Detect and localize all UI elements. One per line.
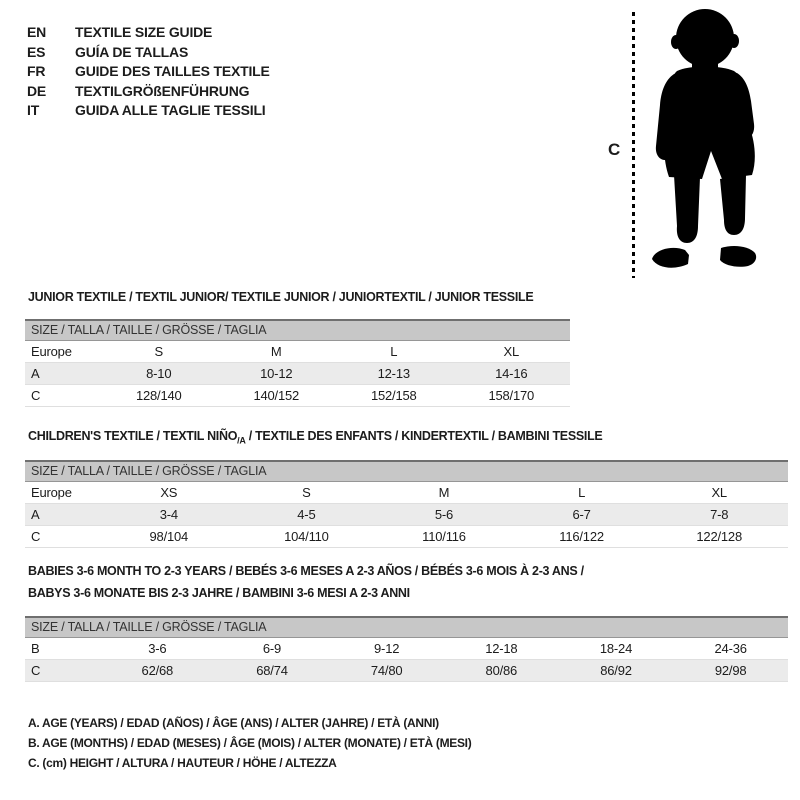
size-cell: 128/140 (135, 388, 182, 403)
size-cell: 98/104 (149, 529, 189, 544)
guide-title-fr: GUIDE DES TAILLES TEXTILE (75, 63, 270, 79)
guide-title-es: GUÍA DE TALLAS (75, 43, 189, 60)
lang-code: IT (27, 102, 40, 118)
row-label: A (31, 366, 40, 381)
language-title-list (27, 23, 270, 121)
children-section-title (28, 429, 602, 448)
size-cell: L (390, 344, 398, 359)
size-cell: M (438, 485, 450, 500)
row-label: Europe (31, 485, 72, 500)
size-cell: 80/86 (485, 663, 518, 678)
lang-code: FR (27, 63, 46, 79)
table-row (25, 526, 788, 548)
height-measure-dashed-line (632, 12, 635, 278)
babies-size-table (25, 616, 788, 682)
size-cell: 74/80 (370, 663, 403, 678)
size-cell: 152/158 (370, 388, 417, 403)
size-cell: 104/110 (284, 529, 329, 544)
children-title-post: / TEXTILE DES ENFANTS / KINDERTEXTIL / BAMBINI TESSILE (245, 429, 603, 443)
size-cell: M (270, 344, 282, 359)
row-label: C (31, 529, 41, 544)
size-cell: 110/116 (422, 529, 466, 544)
size-cell: L (578, 485, 586, 500)
guide-title-it: GUIDA ALLE TAGLIE TESSILI (75, 102, 266, 118)
row-label: B (31, 641, 40, 656)
size-cell: 86/92 (600, 663, 632, 678)
size-cell: 3-6 (148, 641, 167, 656)
row-label: C (31, 388, 41, 403)
size-cell: 5-6 (434, 507, 454, 522)
lang-row-es (27, 43, 270, 63)
table-row (25, 363, 570, 385)
row-label: A (31, 507, 40, 522)
table-row (25, 638, 788, 660)
size-cell: 4-5 (297, 507, 316, 522)
lang-code: EN (27, 24, 47, 40)
lang-code: ES (27, 43, 46, 60)
legend-footnotes (28, 713, 471, 773)
size-cell: 122/128 (696, 529, 742, 544)
table-row (25, 660, 788, 682)
size-cell: 14-16 (495, 366, 528, 381)
lang-row-fr (27, 62, 270, 82)
size-cell: XL (503, 344, 519, 359)
babies-section-title (28, 560, 584, 604)
size-header-bar: SIZE / TALLA / TAILLE / GRÖSSE / TAGLIA (25, 460, 788, 482)
size-cell: 6-9 (262, 641, 282, 656)
size-cell: 18-24 (599, 641, 633, 656)
size-cell: XL (711, 485, 727, 500)
size-cell: S (154, 344, 163, 359)
table-row (25, 482, 788, 504)
size-cell: 68/74 (256, 663, 288, 678)
row-label: Europe (31, 344, 72, 359)
size-cell: 10-12 (260, 366, 293, 381)
footnote-age-months: B. AGE (MONTHS) / EDAD (MESES) / ÂGE (MOIS) / ALTER (MONATE) / ETÀ (MESI) (28, 736, 472, 750)
size-header-bar: SIZE / TALLA / TAILLE / GRÖSSE / TAGLIA (25, 616, 788, 638)
size-cell: 8-10 (146, 366, 172, 381)
size-cell: 62/68 (141, 663, 174, 678)
toddler-silhouette-icon (645, 8, 773, 276)
size-cell: 3-4 (159, 507, 178, 522)
table-row (25, 504, 788, 526)
size-cell: S (302, 485, 311, 500)
children-size-table (25, 460, 788, 548)
size-cell: 24-36 (714, 641, 747, 656)
size-cell: 116/122 (559, 529, 604, 544)
table-row (25, 341, 570, 363)
lang-code: DE (27, 82, 47, 99)
size-cell: XS (160, 485, 178, 500)
junior-table-rows (25, 341, 570, 407)
guide-title-en: TEXTILE SIZE GUIDE (75, 24, 213, 40)
babies-title-line2: BABYS 3-6 MONATE BIS 2-3 JAHRE / BAMBINI 3-6 MESI A 2-3 ANNI (28, 586, 410, 600)
size-header-bar: SIZE / TALLA / TAILLE / GRÖSSE / TAGLIA (25, 319, 570, 341)
children-title-pre: CHILDREN'S TEXTILE / TEXTIL NIÑO (28, 429, 238, 443)
size-cell: 12-13 (377, 366, 410, 381)
size-cell: 7-8 (710, 507, 729, 522)
size-cell: 6-7 (572, 507, 591, 522)
junior-section-title: JUNIOR TEXTILE / TEXTIL JUNIOR/ TEXTILE JUNIOR / JUNIORTEXTIL / JUNIOR TESSILE (28, 290, 534, 304)
height-label-c: C (608, 140, 621, 159)
lang-row-en (27, 23, 270, 43)
size-cell: 12-18 (485, 641, 518, 656)
table-row (25, 385, 570, 407)
children-table-rows (25, 482, 788, 548)
size-cell: 140/152 (253, 388, 300, 403)
lang-row-it (27, 101, 270, 121)
babies-table-rows (25, 638, 788, 682)
size-cell: 92/98 (714, 663, 747, 678)
children-title-subscript: /A (237, 435, 246, 446)
row-label: C (31, 663, 41, 678)
footnote-height-cm: C. (cm) HEIGHT / ALTURA / HAUTEUR / HÖHE / ALTEZZA (28, 756, 337, 770)
size-cell: 158/170 (488, 388, 535, 403)
footnote-age-years: A. AGE (YEARS) / EDAD (AÑOS) / ÂGE (ANS) / ALTER (JAHRE) / ETÀ (ANNI) (28, 716, 439, 730)
guide-title-de: TEXTILGRÖßENFÜHRUNG (75, 82, 250, 99)
babies-title-line1: BABIES 3-6 MONTH TO 2-3 YEARS / BEBÉS 3-6 MESES A 2-3 AÑOS / BÉBÉS 3-6 MOIS À 2-3 ANS / (28, 564, 584, 578)
size-cell: 9-12 (374, 641, 400, 656)
junior-size-table (25, 319, 570, 407)
lang-row-de (27, 82, 270, 102)
